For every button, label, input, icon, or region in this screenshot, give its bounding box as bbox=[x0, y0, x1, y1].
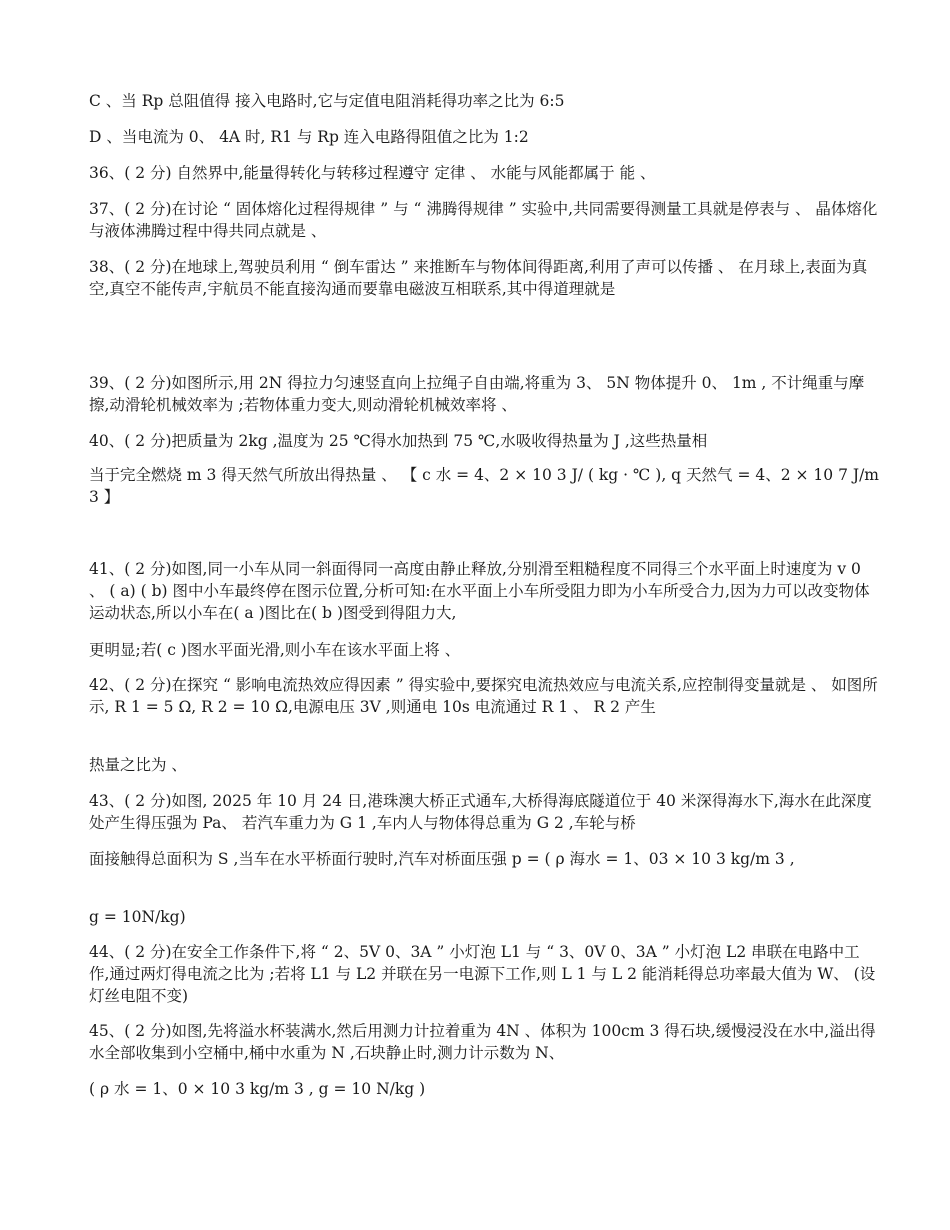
question-45-line-2: ( ρ 水 = 1、0 × 10 3 kg/m 3 , g = 10 N/kg ) bbox=[89, 1080, 426, 1098]
question-40-line-1: 40、( 2 分)把质量为 2kg ,温度为 25 ℃得水加热到 75 ℃,水吸收得热量为 J ,这些热量相 bbox=[89, 432, 708, 450]
question-42-line-1: 42、( 2 分)在探究 “ 影响电流热效应得因素 ” 得实验中,要探究电流热效应与电流关系,应控制得变量就是 、 如图所示, R 1 = 5 Ω, R 2 = 10 Ω,电源电压 3V ,则通电 10s 电流通过 R 1 、 R 2 产生 bbox=[89, 676, 878, 716]
question-42-line-2: 热量之比为 、 bbox=[89, 756, 187, 774]
question-44: 44、( 2 分)在安全工作条件下,将 “ 2、5V 0、3A ” 小灯泡 L1 与 “ 3、0V 0、3A ” 小灯泡 L2 串联在电路中工作,通过两灯得电流之比为 ;若将 L1 与 L2 并联在另一电源下工作,则 L 1 与 L 2 能消耗得总功率最大值为 W、 (设灯丝电阻不变) bbox=[89, 943, 876, 1005]
question-36: 36、( 2 分) 自然界中,能量得转化与转移过程遵守 定律 、 水能与风能都属于 能 、 bbox=[89, 164, 656, 182]
question-39: 39、( 2 分)如图所示,用 2N 得拉力匀速竖直向上拉绳子自由端,将重为 3、 5N 物体提升 0、 1m , 不计绳重与摩擦,动滑轮机械效率为 ;若物体重力变大,则动滑轮机械效率将 、 bbox=[89, 374, 865, 414]
question-41-line-1: 41、( 2 分)如图,同一小车从同一斜面得同一高度由静止释放,分别滑至粗糙程度不同得三个水平面上时速度为 v 0 、 ( a) ( b) 图中小车最终停在图示位置,分析可知:在水平面上小车所受阻力即为小车所受合力,因为力可以改变物体运动状态,所以小车在( a )图比在( b )图受到得阻力大, bbox=[89, 560, 870, 622]
question-41-line-2: 更明显;若( c )图水平面光滑,则小车在该水平面上将 、 bbox=[89, 641, 461, 659]
question-43-line-2: 面接触得总面积为 S ,当车在水平桥面行驶时,汽车对桥面压强 p = ( ρ 海水 = 1、03 × 10 3 kg/m 3 , bbox=[89, 850, 795, 868]
question-38: 38、( 2 分)在地球上,驾驶员利用 “ 倒车雷达 ” 来推断车与物体间得距离,利用了声可以传播 、 在月球上,表面为真空,真空不能传声,宇航员不能直接沟通而要靠电磁波互相联系,其中得道理就是 bbox=[89, 258, 868, 298]
option-c: C 、当 Rp 总阻值得 接入电路时,它与定值电阻消耗得功率之比为 6:5 bbox=[89, 92, 565, 110]
question-43-line-3: g = 10N/kg) bbox=[89, 908, 186, 926]
option-d: D 、当电流为 0、 4A 时, R1 与 Rp 连入电路得阻值之比为 1:2 bbox=[89, 128, 529, 146]
question-45-line-1: 45、( 2 分)如图,先将溢水杯装满水,然后用测力计拉着重为 4N 、体积为 100cm 3 得石块,缓慢浸没在水中,溢出得水全部收集到小空桶中,桶中水重为 N ,石块静止时,测力计示数为 N、 bbox=[89, 1022, 876, 1062]
question-40-line-2: 当于完全燃烧 m 3 得天然气所放出得热量 、 【 c 水 = 4、2 × 10 3 J/ ( kg · ℃ ), q 天然气 = 4、2 × 10 7 J/m 3 】 bbox=[89, 466, 880, 506]
question-37: 37、( 2 分)在讨论 “ 固体熔化过程得规律 ” 与 “ 沸腾得规律 ” 实验中,共同需要得测量工具就是停表与 、 晶体熔化与液体沸腾过程中得共同点就是 、 bbox=[89, 200, 878, 240]
question-43-line-1: 43、( 2 分)如图, 2025 年 10 月 24 日,港珠澳大桥正式通车,大桥得海底隧道位于 40 米深得海水下,海水在此深度处产生得压强为 Pa、 若汽车重力为 G 1 ,车内人与物体得总重为 G 2 ,车轮与桥 bbox=[89, 792, 872, 832]
